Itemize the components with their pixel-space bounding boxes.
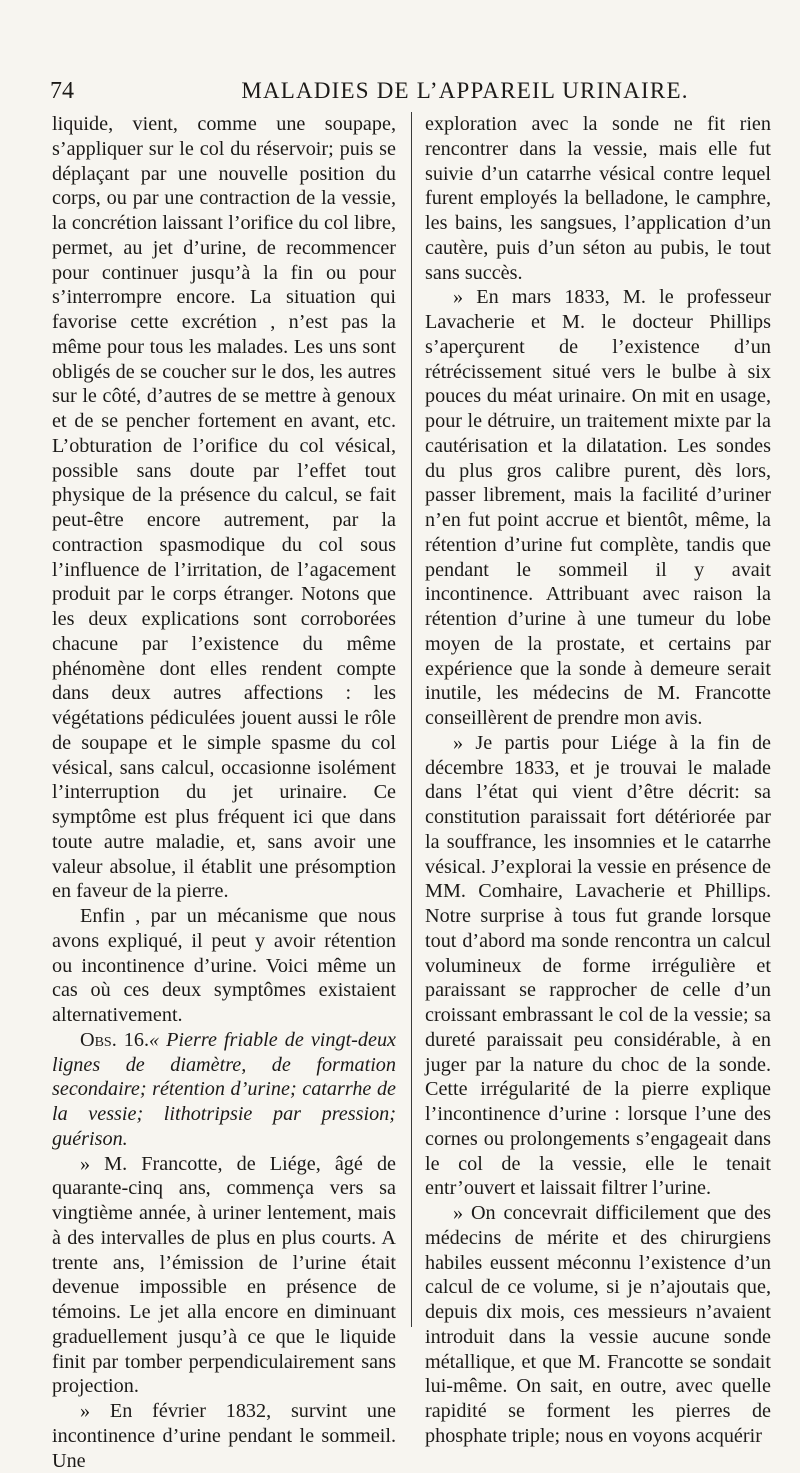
column-divider — [411, 112, 412, 1327]
left-paragraph-1: liquide, vient, comme une soupape, s’appliquer sur le col du réservoir; puis se déplaçant par une nouvelle position du corps, ou par une contraction de la vessie, la concrétion laissant l’orifice du col libre, permet, au jet d’urine, de recommencer pour continuer jusqu’à la fin ou pour s’interrompre encore. La situation qui favorise cette excrétion , n’est pas la même pour tous les malades. Les uns sont obligés de se coucher sur le dos, les autres sur le côté, d’autres de se mettre à genoux et de se pencher fortement en avant, etc. L’obturation de l’orifice du col vésical, possible sans doute par l’effet tout physique de la présence du calcul, se fait peut-être encore autrement, par la contraction spasmodique du col sous l’influence de l’irritation, de l’agacement produit par le corps étranger. Notons que les deux explications sont corroborées chacune par l’existence du même phénomène dont elles rendent compte dans deux autres affections : les végétations pédiculées jouent aussi le rôle de soupape et le simple spasme du col vésical, sans calcul, occasionne isolément l’interruption du jet urinaire. Ce symptôme est plus fréquent ici que dans toute autre maladie, et, sans avoir une valeur absolue, il établit une présomption en faveur de la pierre. — [52, 113, 396, 903]
page-header — [50, 78, 770, 108]
running-title: MALADIES DE L’APPAREIL URINAIRE. — [241, 78, 689, 103]
observation-heading — [52, 1028, 396, 1152]
right-column — [425, 112, 771, 1449]
right-paragraph-1: exploration avec la sonde ne fit rien rencontrer dans la vessie, mais elle fut suivie d’un catarrhe vésical contre lequel furent employés la belladone, le camphre, les bains, les sangsues, l’application d’un cautère, puis d’un séton au pubis, le tout sans succès. — [425, 113, 771, 284]
observation-number: 16. — [123, 1028, 149, 1051]
page-number: 74 — [50, 78, 74, 104]
left-column — [52, 112, 396, 1473]
right-paragraph-4: » On concevrait difficilement que des médecins de mérite et des chirurgiens habiles eussent méconnu l’existence d’un calcul de ce volume, si je n’ajoutais que, depuis dix mois, ces messieurs n’avaient introduit dans la vessie aucune sonde métallique, et que M. Francotte se sondait lui-même. On sait, en outre, avec quelle rapidité se forment les pierres de phosphate triple; nous en voyons acquérir — [425, 1202, 771, 1447]
left-paragraph-2: Enfin , par un mécanisme que nous avons expliqué, il peut y avoir rétention ou incontinence d’urine. Voici même un cas où ces deux symptômes existaient alternativement. — [52, 905, 396, 1026]
left-paragraph-3: » M. Francotte, de Liége, âgé de quarante-cinq ans, commença vers sa vingtième année, à uriner lentement, mais à des intervalles de plus en plus courts. A trente ans, l’émission de l’urine était devenue impossible en présence de témoins. Le jet alla encore en diminuant graduellement jusqu’à ce que le liquide finit par tomber perpendiculairement sans projection. — [52, 1152, 396, 1398]
observation-label: Obs. — [80, 1028, 117, 1051]
observation-title: « Pierre friable de vingt-deux lignes de diamètre, de formation secondaire; rétention d’urine; catarrhe de la vessie; lithotripsie par pression; guérison. — [52, 1028, 397, 1150]
text-columns — [52, 112, 772, 1472]
left-paragraph-4: » En février 1832, survint une incontinence d’urine pendant le sommeil. Une — [52, 1400, 396, 1472]
right-paragraph-2: » En mars 1833, M. le professeur Lavacherie et M. le docteur Phillips s’aperçurent de l’existence d’un rétrécissement situé vers le bulbe à six pouces du méat urinaire. On mit en usage, pour le détruire, un traitement mixte par la cautérisation et la dilatation. Les sondes du plus gros calibre purent, dès lors, passer librement, mais la facilité d’uriner n’en fut point accrue et bientôt, même, la rétention d’urine fut complète, tandis que pendant le sommeil il y avait incontinence. Attribuant avec raison la rétention d’urine à une tumeur du lobe moyen de la prostate, et certains par expérience que la sonde à demeure serait inutile, les médecins de M. Francotte conseillèrent de prendre mon avis. — [425, 286, 771, 729]
right-paragraph-3: » Je partis pour Liége à la fin de décembre 1833, et je trouvai le malade dans l’état qui vient d’être décrit: sa constitution paraissait fort détériorée par la souffrance, les insomnies et le catarrhe vésical. J’explorai la vessie en présence de MM. Comhaire, Lavacherie et Phillips. Notre surprise à tous fut grande lorsque tout d’abord ma sonde rencontra un calcul volumineux de forme irrégulière et paraissant se rapprocher de celle d’un croissant embrassant le col de la vessie; sa dureté paraissait peu considérable, à en juger par la nature du choc de la sonde. Cette irrégularité de la pierre explique l’incontinence d’urine : lorsque l’une des cornes ou prolongements s’engageait dans le col de la vessie, elle le tenait entr’ouvert et laissait filtrer l’urine. — [425, 731, 771, 1200]
